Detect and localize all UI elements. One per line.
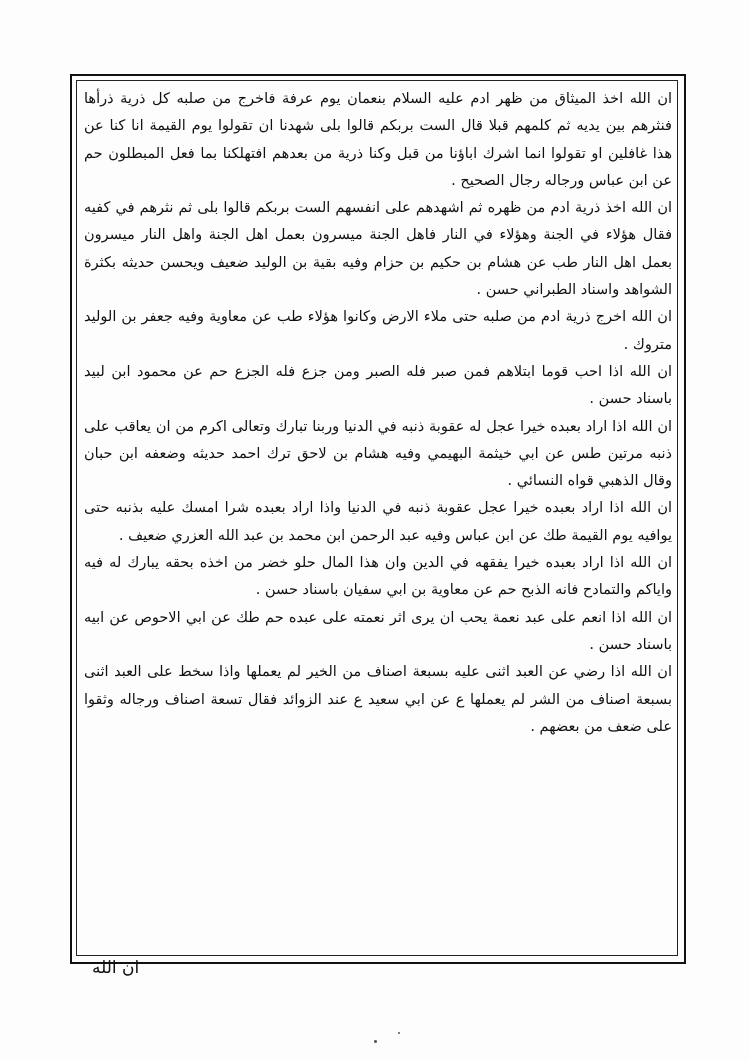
hadith-7: ان الله اذا اراد بعبده خيرا يفقهه في الدين وان هذا المال حلو خضر من اخذه بحقه يبارك له فيه واياكم والتمادح فانه الذبح حم عن معاوية بن ابي سفيان باسناد حسن .: [84, 555, 672, 599]
catchword: ان الله: [92, 958, 140, 978]
ink-speck: [398, 1032, 400, 1034]
hadith-3: ان الله اخرج ذرية ادم من صلبه حتى ملاء الارض وكانوا هؤلاء طب عن معاوية وفيه جعفر بن الوليد متروك .: [84, 309, 672, 353]
hadith-4: ان الله اذا احب قوما ابتلاهم فمن صبر فله الصبر ومن جزع فله الجزع حم عن محمود ابن لبيد باسناد حسن .: [84, 363, 672, 408]
hadith-1: ان الله اخذ الميثاق من ظهر ادم عليه السلام بنعمان يوم عرفة فاخرج من صلبه كل ذرية ذرأها فنثرهم بين يديه ثم كلمهم قبلا قال الست بربكم قالوا بلى شهدنا ان تقولوا يوم القيمة انا كنا عن هذا غافلين او تقولوا انما اشرك اباؤنا من قبل وكنا ذرية من بعدهم افتهلكنا بما فعل المبطلون حم عن ابن عباس ورجاله رجال الصحيح .: [84, 91, 672, 189]
hadith-6: ان الله اذا اراد بعبده خيرا عجل عقوبة ذنبه في الدنيا واذا اراد بعبده شرا امسك عليه بذنبه حتى يوافيه يوم القيمة طك عن ابن عباس وفيه عبد الرحمن ابن محمد بن عبد الله العزري ضعيف .: [84, 500, 672, 544]
hadith-2: ان الله اخذ ذرية ادم من ظهره ثم اشهدهم على انفسهم الست بربكم قالوا بلى ثم نثرهم في كفيه فقال هؤلاء في الجنة وهؤلاء في النار فاهل الجنة ميسرون بعمل اهل الجنة واهل النار ميسرون بعمل اهل النار طب عن هشام بن حكيم بن حزام وفيه بقية بن الوليد ضعيف ويحسن حديثه بكثرة الشواهد واسناد الطبراني حسن .: [84, 200, 672, 299]
hadith-9: ان الله اذا رضي عن العبد اثنى عليه بسبعة اصناف من الخير لم يعملها واذا سخط على العبد اثنى بسبعة اصناف من الشر لم يعملها ع عن ابي سعيد ع عند الزوائد فقال تسعة اصناف ورجاله وثقوا على ضعف من بعضهم .: [84, 664, 672, 735]
hadith-5: ان الله اذا اراد بعبده خيرا عجل له عقوبة ذنبه في الدنيا وربنا تبارك وتعالى اكرم من ان يعاقب على ذنبه مرتين طس عن ابي خيثمة البهيمي وفيه هشام بن لاحق ترك احمد حديثه وضعفه ابن حبان وقال الذهبي قواه النسائي .: [84, 418, 672, 490]
hadith-8: ان الله اذا انعم على عبد نعمة يحب ان يرى اثر نعمته على عبده حم طك عن ابي الاحوص عن ابيه باسناد حسن .: [84, 609, 672, 653]
manuscript-text: [84, 86, 672, 950]
ink-speck: [374, 1040, 377, 1043]
